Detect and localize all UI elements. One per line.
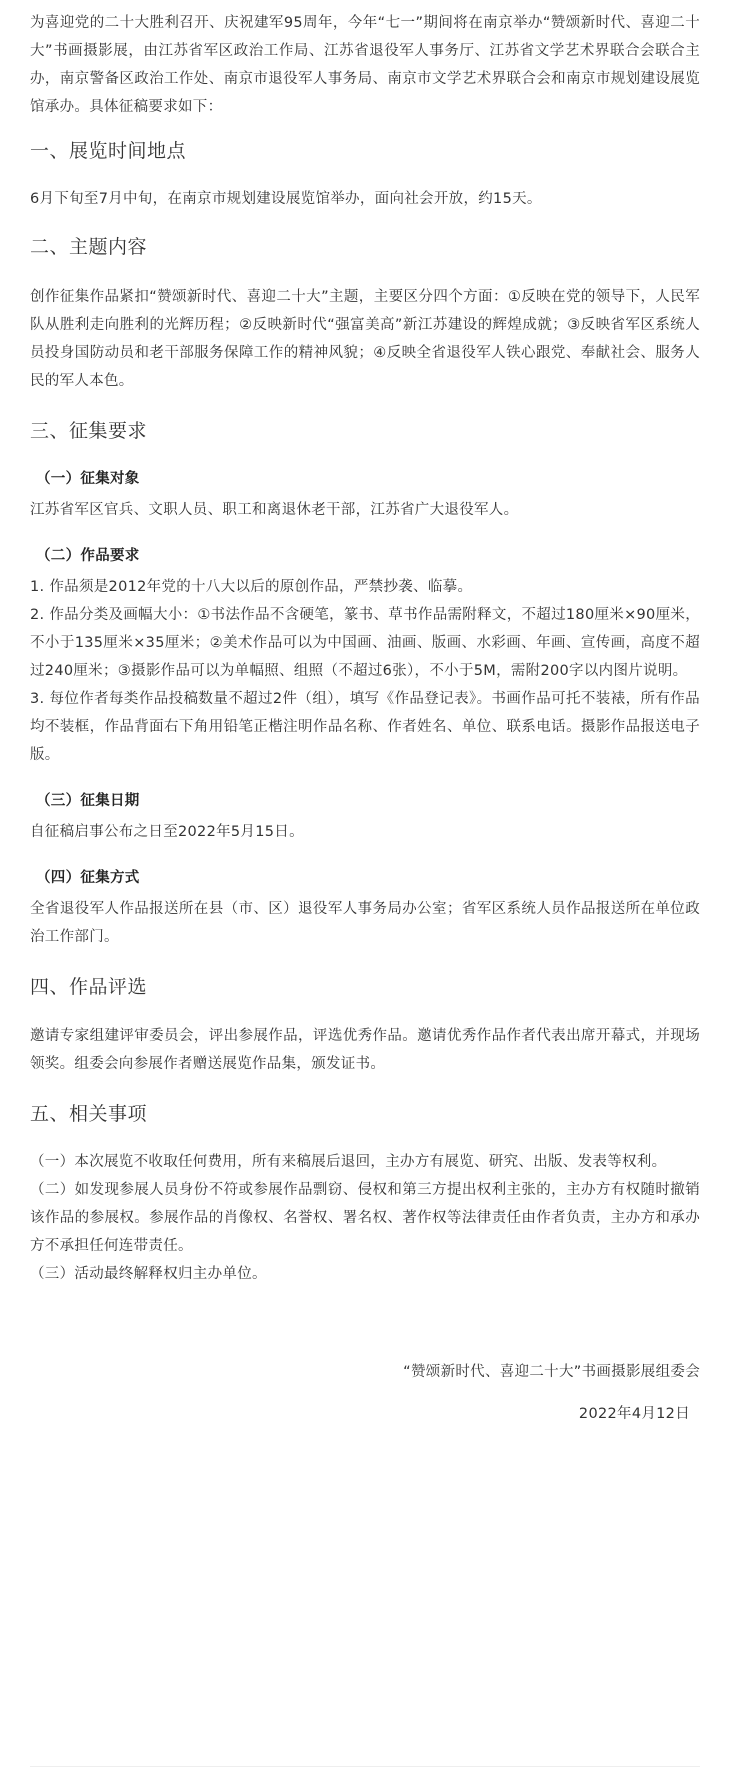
section-title-exhibition-time: 一、展览时间地点: [30, 140, 187, 162]
work-requirement-item: 1. 作品须是2012年党的十八大以后的原创作品，严禁抄袭、临摹。: [30, 579, 473, 595]
article: [30, 0, 700, 1428]
sub-title-work-requirements: （二）作品要求: [36, 548, 140, 564]
sub-body-submission-method: 全省退役军人作品报送所在县（市、区）退役军人事务局办公室；省军区系统人员作品报送所在单位政治工作部门。: [30, 901, 700, 945]
related-matter-item: （三）活动最终解释权归主办单位。: [30, 1266, 267, 1282]
intro-paragraph: 为喜迎党的二十大胜利召开、庆祝建军95周年，今年“七一”期间将在南京举办“赞颂新时代、喜迎二十大”书画摄影展，由江苏省军区政治工作局、江苏省退役军人事务厅、江苏省文学艺术界联合会联合主办，南京警备区政治工作处、南京市退役军人事务局、南京市文学艺术界联合会和南京市规划建设展览馆承办。具体征稿要求如下：: [30, 15, 700, 115]
section-body-evaluation: 邀请专家组建评审委员会，评出参展作品，评选优秀作品。邀请优秀作品作者代表出席开幕式，并现场领奖。组委会向参展作者赠送展览作品集，颁发证书。: [30, 1028, 700, 1072]
section-title-theme: 二、主题内容: [30, 236, 148, 258]
section-body-exhibition-time: 6月下旬至7月中旬，在南京市规划建设展览馆举办，面向社会开放，约15天。: [30, 191, 542, 207]
issue-date: 2022年4月12日: [578, 1406, 690, 1422]
work-requirement-item: 3. 每位作者每类作品投稿数量不超过2件（组），填写《作品登记表》。书画作品可托不装裱，所有作品均不装框，作品背面右下角用铅笔正楷注明作品名称、作者姓名、单位、联系电话。摄影作品报送电子版。: [30, 691, 700, 763]
section-title-related-matters: 五、相关事项: [30, 1103, 148, 1125]
bottom-divider: [30, 1766, 700, 1767]
sub-title-dates: （三）征集日期: [36, 793, 140, 809]
section-title-evaluation: 四、作品评选: [30, 976, 148, 998]
sub-title-targets: （一）征集对象: [36, 471, 140, 487]
sub-title-submission-method: （四）征集方式: [36, 870, 140, 886]
sub-body-targets: 江苏省军区官兵、文职人员、职工和离退休老干部，江苏省广大退役军人。: [30, 502, 519, 518]
work-requirement-item: 2. 作品分类及画幅大小：①书法作品不含硬笔，篆书、草书作品需附释文，不超过180厘米×90厘米，不小于135厘米×35厘米；②美术作品可以为中国画、油画、版画、水彩画、年画、宣传画，高度不超过240厘米；③摄影作品可以为单幅照、组照（不超过6张），不小于5M，需附200字以内图片说明。: [30, 607, 700, 679]
related-matter-item: （二）如发现参展人员身份不符或参展作品剽窃、侵权和第三方提出权利主张的，主办方有权随时撤销该作品的参展权。参展作品的肖像权、名誉权、署名权、著作权等法律责任由作者负责，主办方和承办方不承担任何连带责任。: [30, 1182, 700, 1254]
organizer-signature: “赞颂新时代、喜迎二十大”书画摄影展组委会: [403, 1364, 700, 1380]
section-title-requirements: 三、征集要求: [30, 420, 148, 442]
related-matter-item: （一）本次展览不收取任何费用，所有来稿展后退回，主办方有展览、研究、出版、发表等权利。: [30, 1154, 667, 1170]
sub-body-dates: 自征稿启事公布之日至2022年5月15日。: [30, 824, 304, 840]
section-body-theme: 创作征集作品紧扣“赞颂新时代、喜迎二十大”主题，主要区分四个方面：①反映在党的领导下，人民军队从胜利走向胜利的光辉历程；②反映新时代“强富美高”新江苏建设的辉煌成就；③反映省军区系统人员投身国防动员和老干部服务保障工作的精神风貌；④反映全省退役军人铁心跟党、奉献社会、服务人民的军人本色。: [30, 289, 700, 389]
